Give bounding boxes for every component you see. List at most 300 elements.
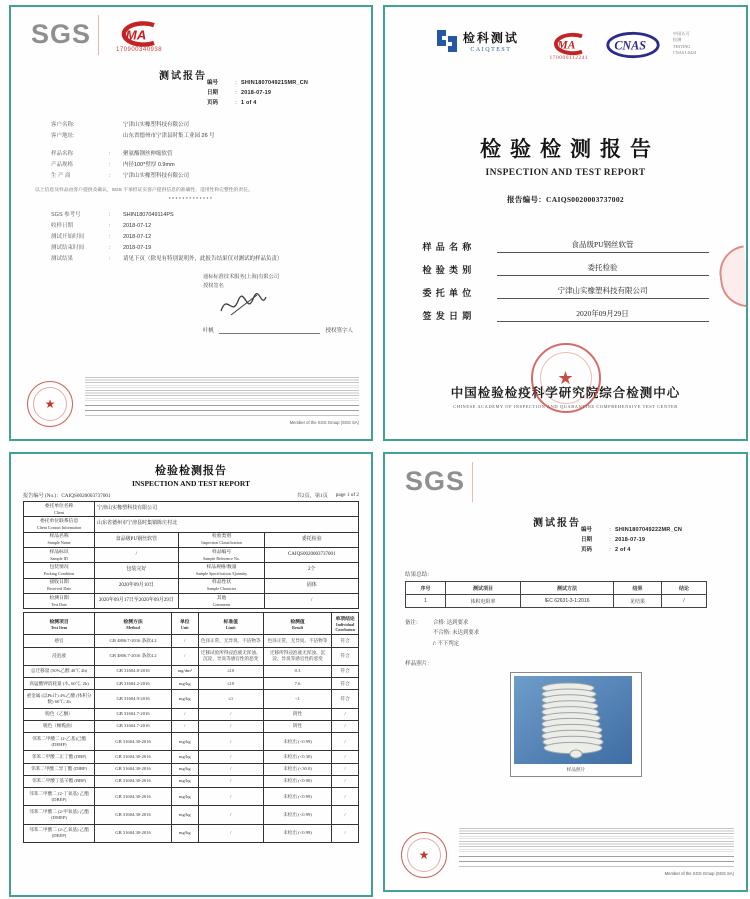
fine-print <box>459 828 734 876</box>
report-title-en: INSPECTION AND TEST REPORT <box>485 168 646 178</box>
issuing-organization <box>385 368 746 409</box>
meta-row <box>207 89 308 99</box>
info-label <box>178 533 265 547</box>
cell-method: GB 31604.30-2016 <box>94 806 171 823</box>
cell-result: 未检出 (<0.99) <box>263 806 331 823</box>
results-row <box>24 708 358 720</box>
results-header-cell: 检测项目 Test Item <box>49 619 69 630</box>
cell-conclusion: 符合 <box>331 690 358 707</box>
cell-limit: / <box>198 764 263 775</box>
results-row <box>24 824 358 842</box>
table-row <box>24 502 358 516</box>
table-row <box>24 562 358 577</box>
sgs-member-line: Member of the SGS Group (SGS SA) <box>289 420 359 425</box>
field-row <box>51 243 371 254</box>
info-value: / <box>94 548 178 562</box>
cover-field-label: 签 发 日 期 <box>422 311 473 321</box>
report-title: 测试报告 <box>533 518 581 529</box>
field-row <box>51 131 371 142</box>
label-zh: 检测日期 <box>49 595 69 601</box>
info-value: CAIQS0020003737001 <box>264 548 358 562</box>
page-count-en: page 1 of 2 <box>335 492 359 498</box>
sgs-test-report-page2 <box>383 452 748 892</box>
meta-value: 1 of 4 <box>241 99 257 106</box>
field-label: 产品规格 <box>51 162 74 168</box>
signature-rule <box>219 327 320 334</box>
fine-print-lines <box>85 377 359 403</box>
field-label: 客户地址: <box>51 133 75 139</box>
cell-limit: 迁移试验所得浸泡液无浑浊、沉淀、异臭等感官性的恶变 <box>198 648 263 665</box>
summary-row <box>406 595 706 607</box>
cell-method: GB 31604.7-2016 <box>94 709 171 720</box>
authorized-signature-label: 授权签名 <box>203 283 224 289</box>
meta-label: 编号 <box>207 80 219 86</box>
results-row <box>24 635 358 646</box>
cell-result: 未检出 (<0.99) <box>263 733 331 750</box>
label-en: Packing Condition <box>43 571 75 577</box>
cell-limit: / <box>198 733 263 750</box>
cell-test-item: 重金属 (以Pb计) 4%乙酸 (体积分数) 60℃, 2h <box>26 692 92 705</box>
cell-conclusion: / <box>331 825 358 842</box>
cell-result: 未检出 (<0.90) <box>263 776 331 787</box>
cell-conclusion: / <box>331 764 358 775</box>
cnas-side-line: CNAS L0424 <box>672 49 697 55</box>
cell-limit: ≤1 <box>198 690 263 707</box>
cma-certificate-number: 170000112241 <box>549 55 589 61</box>
field-value: SHIN1807049114PS <box>123 212 174 218</box>
info-label <box>24 502 94 516</box>
cell-conclusion: / <box>661 595 706 607</box>
cell-test-item: 总迁移量 (50%乙醇 40℃ 2h) <box>30 668 88 674</box>
star-icon: ★ <box>418 848 430 862</box>
cell-test-item: 邻苯二甲酸二 (2-乙氧基) 乙酯(DEEP) <box>29 827 89 839</box>
signing-company: 通标标准技术服务(上海)有限公司 <box>203 274 280 280</box>
star-icon: ★ <box>44 397 56 411</box>
test-results-table <box>23 612 359 843</box>
cell-result: 0.3 <box>263 666 331 677</box>
field-row <box>51 120 371 131</box>
label-en: Sample Specification /Quantity <box>195 571 248 577</box>
cell-unit: / <box>171 709 198 720</box>
cell-limit: / <box>198 751 263 762</box>
notes-block <box>405 618 746 649</box>
cell-conclusion: 符合 <box>331 635 358 646</box>
signer-line <box>203 326 353 334</box>
meta-separator: : <box>235 80 237 86</box>
report-meta-line <box>23 492 359 499</box>
cma-certificate-number: 170900340938 <box>116 47 163 53</box>
red-seal-stamp <box>531 343 601 413</box>
cell-conclusion: / <box>331 721 358 732</box>
cover-field-row <box>385 262 746 276</box>
summary-header-cell: 测试方法 <box>520 582 613 594</box>
cover-field-row <box>385 239 746 253</box>
cell-unit: mg/kg <box>171 678 198 689</box>
cell-unit: mg/kg <box>171 776 198 787</box>
table-row <box>24 516 358 531</box>
cell-test-item: 邻苯二甲酸二 (2-乙基)己酯(DEHP) <box>32 735 87 747</box>
field-value: 2018-07-12 <box>123 223 152 229</box>
meta-row <box>581 536 682 546</box>
cell-result: 见结果 <box>613 595 661 607</box>
field-row <box>51 254 371 265</box>
meta-row <box>581 546 682 556</box>
results-summary-table <box>405 581 707 608</box>
field-row <box>51 210 371 221</box>
cover-field-label: 样 品 名 称 <box>422 242 473 252</box>
sgs-logo: SGS <box>403 466 471 495</box>
cell-result: 迁移所得浸泡液无浑浊、沉淀、异臭等感官性的恶变 <box>263 648 331 665</box>
cell-unit: mg/kg <box>171 806 198 823</box>
field-row <box>51 160 371 171</box>
cover-field-value: 宁津山实橡塑科技有限公司 <box>497 285 709 299</box>
svg-text:MA: MA <box>557 39 576 52</box>
address-lines <box>459 856 734 867</box>
caiqtest-name-zh: 检科测试 <box>462 31 519 45</box>
svg-text:CNAS: CNAS <box>614 38 646 53</box>
cell-limit: / <box>198 709 263 720</box>
red-seal-stamp <box>401 832 447 878</box>
cover-field-label: 检 验 类 别 <box>422 265 473 275</box>
meta-label: 日期 <box>207 89 219 96</box>
report-number-label: 报告编号 (No.)： <box>23 493 62 499</box>
sample-photo-frame <box>510 672 642 777</box>
cell-conclusion: / <box>331 776 358 787</box>
cell-method: GB 31604.7-2016 <box>94 721 171 732</box>
cell-test-item: 脱色（橄榄油） <box>42 723 76 729</box>
cell-test-item: 脱色（乙醚） <box>45 711 73 717</box>
label-zh: 检验类别 <box>211 534 232 540</box>
label-en: Sample ID <box>50 555 68 561</box>
meta-label: 页码 <box>581 546 593 553</box>
table-row <box>24 532 358 547</box>
meta-separator: : <box>609 527 611 533</box>
fine-print <box>85 377 359 425</box>
organization-name-en: CHINESE ACADEMY OF INSPECTION AND QUARANTINE COMPREHENSIVE TEST CENTER <box>453 404 678 409</box>
report-header <box>385 512 746 560</box>
info-label <box>178 594 265 608</box>
meta-row <box>207 79 308 89</box>
signer-name: 叶帆 <box>203 328 215 334</box>
field-separator: : <box>109 162 111 168</box>
meta-value: 2018-07-19 <box>615 536 646 543</box>
cell-test-item: 邻苯二甲酸二 (2-甲氧基) 乙酯(DMEP) <box>29 808 89 821</box>
cell-result: 色泽正常，无异臭、不洁物等 <box>263 635 331 646</box>
svg-text:MA: MA <box>125 27 147 43</box>
cell-limit: / <box>198 806 263 823</box>
reference-fields <box>51 210 371 265</box>
results-row <box>24 665 358 677</box>
caiqtest-logo <box>435 29 519 53</box>
cell-limit: ≤10 <box>198 678 263 689</box>
cell-unit: mg/kg <box>171 690 198 707</box>
cell-method: GB 31604.30-2016 <box>94 825 171 842</box>
cell-unit: mg/kg <box>171 764 198 775</box>
field-label: 测试开始时间 <box>51 234 85 240</box>
meta-value: SHIN1807049215MR_CN <box>241 80 309 86</box>
field-value: 内径100*壁厚 0.9mm <box>123 162 175 168</box>
results-row <box>24 720 358 732</box>
field-value: 2018-07-12 <box>123 234 152 240</box>
field-separator: : <box>109 245 111 251</box>
info-value: 宁津山实橡塑科技有限公司 <box>94 502 358 516</box>
info-value: 包装完好 <box>94 563 178 577</box>
meta-separator: : <box>235 89 237 96</box>
caiqtest-icon <box>435 29 459 53</box>
cma-icon <box>111 19 167 49</box>
cell-test-item: 邻苯二甲酸丁基苄酯 (BBP) <box>31 778 87 784</box>
cell-unit: mg/kg <box>171 825 198 842</box>
logo-row <box>403 466 746 510</box>
cma-mark <box>545 31 593 61</box>
cell-conclusion: / <box>331 788 358 805</box>
cell-result: 未检出 (<0.30) <box>263 751 331 762</box>
sample-photo <box>514 676 632 764</box>
label-en: Comments <box>212 601 231 607</box>
field-label: 测试结束时间 <box>51 245 85 251</box>
cell-test-item: 感官 <box>54 637 64 643</box>
cell-test-item: 高锰酸钾消耗量 (水, 60℃, 2h) <box>29 680 89 686</box>
cell-limit: / <box>198 788 263 805</box>
field-separator: : <box>109 212 111 218</box>
cover-field-value: 委托检验 <box>497 262 709 276</box>
report-title: 测试报告 <box>159 71 207 82</box>
label-en: Sample Character <box>206 586 237 592</box>
table-row <box>24 593 358 608</box>
cell-result: 7.6 <box>263 678 331 689</box>
cell-unit: mg/dm² <box>171 666 198 677</box>
summary-header-cell: 结论 <box>661 582 706 594</box>
meta-row <box>207 99 308 109</box>
cnas-side-line: 检测 <box>672 37 682 43</box>
field-label: SGS 参考号 <box>51 212 81 218</box>
field-value: 宁津山实橡塑科技有限公司 <box>123 173 190 179</box>
sample-fields <box>51 149 371 182</box>
results-row <box>24 732 358 750</box>
organization-name-zh: 中国检验检疫科学研究院综合检测中心 <box>450 386 681 400</box>
field-separator: : <box>109 234 111 240</box>
sgs-test-report-page1 <box>9 5 373 441</box>
summary-label: 结果总结: <box>405 572 429 578</box>
report-title-en: INSPECTION AND TEST REPORT <box>131 479 251 488</box>
results-header-cell: 检测值 Result <box>263 613 331 634</box>
label-en: Sample Name <box>47 540 71 546</box>
separator-stars: ************* <box>168 197 214 203</box>
label-zh: 样品标识 <box>49 549 69 555</box>
info-label <box>178 548 265 562</box>
photo-caption: 样品照片 <box>566 766 586 772</box>
cover-field-label: 委 托 单 位 <box>422 288 473 298</box>
field-separator: : <box>109 151 111 157</box>
field-label: 客户名称: <box>51 122 75 128</box>
report-meta <box>207 79 308 109</box>
info-label <box>24 548 94 562</box>
cell-test-item: 体积电阻率 <box>445 595 520 607</box>
info-value: 2个 <box>264 563 358 577</box>
field-label: 样品名称 <box>51 151 74 157</box>
summary-header-row <box>406 582 706 595</box>
cell-method: GB 4806.7-2016 条款4.2 <box>94 648 171 665</box>
info-label <box>24 517 94 531</box>
info-label <box>24 579 94 593</box>
summary-header-cell: 序号 <box>420 585 431 592</box>
client-fields <box>51 120 371 142</box>
label-zh: 委托单位名称 <box>44 503 74 509</box>
note-line: /: 不下判定 <box>433 640 460 647</box>
cnas-side-line: TESTING <box>672 43 691 49</box>
cell-index: 1 <box>424 597 427 604</box>
cell-unit: / <box>171 721 198 732</box>
label-en: Received Date <box>47 586 72 592</box>
caiq-report-data-page <box>9 452 373 897</box>
label-en: Inspection Classification <box>201 540 242 546</box>
field-separator <box>109 131 123 142</box>
results-header-cell: 检测方法 Method <box>94 613 171 634</box>
results-body <box>24 635 358 842</box>
field-value: 请见下页（除见有特别说明外，此报告结果仅对测试的样品负责） <box>123 256 283 262</box>
cnas-icon <box>605 31 661 59</box>
label-zh: 样品名称 <box>49 534 69 540</box>
cma-mark <box>111 19 167 53</box>
field-row <box>51 221 371 232</box>
signature-block <box>203 273 353 334</box>
cover-field-value: 食品级PU钢丝软管 <box>497 239 709 253</box>
cell-method: GB 31604.30-2016 <box>94 764 171 775</box>
cell-conclusion: 符合 <box>331 666 358 677</box>
cell-limit: / <box>198 825 263 842</box>
info-value: 2020年09月10日 <box>94 579 178 593</box>
summary-header-cell: 测试项目 <box>445 582 520 594</box>
cell-method: GB 4806.7-2016 条款4.2 <box>94 635 171 646</box>
info-label <box>178 579 265 593</box>
label-zh: 其他 <box>216 595 227 601</box>
field-value: 2018-07-19 <box>123 245 152 251</box>
info-value: 食品级PU钢丝软管 <box>94 533 178 547</box>
field-separator: : <box>109 256 111 262</box>
cell-method: GB 31604.30-2016 <box>94 776 171 787</box>
report-title: 检验检测报告 <box>480 137 660 161</box>
fine-print-lines <box>459 828 734 854</box>
results-row <box>24 787 358 805</box>
cell-result: 阴性 <box>263 721 331 732</box>
meta-separator: : <box>609 536 611 543</box>
cma-icon <box>545 31 593 57</box>
cell-method: GB 31604.8-2016 <box>94 666 171 677</box>
cell-conclusion: / <box>331 733 358 750</box>
cover-field-row <box>385 308 746 322</box>
meta-separator: : <box>235 99 237 106</box>
address-lines <box>85 405 359 416</box>
note-line: 合格: 达到要求 <box>433 620 469 626</box>
label-zh: 包装情况 <box>49 564 69 570</box>
summary-body <box>406 595 706 607</box>
summary-header-cell: 结果 <box>613 582 661 594</box>
info-value: 2020年09月17日至2020年09月29日 <box>94 594 178 608</box>
handwritten-signature <box>217 291 269 319</box>
info-label <box>24 594 94 608</box>
meta-row <box>581 526 682 536</box>
field-separator <box>109 120 123 131</box>
cell-unit: mg/kg <box>171 733 198 750</box>
cell-method: GB 31604.30-2016 <box>94 751 171 762</box>
results-row <box>24 647 358 665</box>
cell-method: GB 31604.9-2016 <box>94 690 171 707</box>
cell-unit: / <box>171 648 198 665</box>
star-icon: ★ <box>557 368 574 388</box>
caiqtest-name-en: CAIQTEST <box>470 47 512 53</box>
field-value: 聚氨酯钢丝伸缩软管 <box>123 151 173 157</box>
cnas-accreditation-text <box>673 31 696 56</box>
cell-test-item: 邻苯二甲酸二正丁酯 (DBP) <box>31 753 87 759</box>
field-row <box>51 232 371 243</box>
cell-conclusion: / <box>331 806 358 823</box>
sgs-logo: SGS <box>29 19 97 48</box>
results-row <box>24 689 358 707</box>
notes-list <box>433 618 479 649</box>
meta-label: 日期 <box>581 536 593 543</box>
meta-label: 页码 <box>207 99 219 106</box>
cell-method: GB 31604.30-2016 <box>94 733 171 750</box>
results-row <box>24 677 358 689</box>
cell-result: 未检出 (<0.99) <box>263 825 331 842</box>
report-number-value: CAIQS0020003737002 <box>546 195 624 204</box>
info-label <box>24 563 94 577</box>
label-zh: 样品规格/数量 <box>206 564 237 570</box>
note-line: 不合格: 未达到要求 <box>433 630 480 637</box>
cover-field-row <box>385 285 746 299</box>
cover-field-value: 2020年09月29日 <box>497 308 709 322</box>
cell-method: GB 31604.2-2016 <box>94 678 171 689</box>
footer <box>27 377 359 433</box>
sample-photo-label: 样品照片: <box>405 660 429 667</box>
field-label: 测试结果 <box>51 256 74 262</box>
info-label <box>24 533 94 547</box>
results-header-cell: 单位 Unit <box>171 613 198 634</box>
info-value: 固体 <box>264 579 358 593</box>
meta-label: 编号 <box>581 527 593 533</box>
cell-unit: mg/kg <box>171 788 198 805</box>
results-row <box>24 763 358 775</box>
cell-test-item: 邻苯二甲酸二 (2-丁氧基) 乙酯(DBEP) <box>29 790 89 802</box>
cell-result: 未检出 (<30.0) <box>263 764 331 775</box>
report-header <box>11 65 371 113</box>
cell-limit: / <box>198 721 263 732</box>
results-row <box>24 805 358 823</box>
cell-unit: / <box>171 635 198 646</box>
caiq-report-cover <box>383 5 748 441</box>
meta-value: 2018-07-19 <box>241 89 272 96</box>
cell-result: 阴性 <box>263 709 331 720</box>
cell-conclusion: 符合 <box>331 678 358 689</box>
cell-limit: 色泽正常，无异臭、不洁物等 <box>198 635 263 646</box>
cell-limit: / <box>198 776 263 787</box>
meta-value: SHIN1807049222MR_CN <box>615 527 683 533</box>
cnas-side-line: 中国认可 <box>672 31 690 36</box>
disclaimer-text: 以上信息及样品由客户提供及确认，SGS 不承担证实客户提供信息的准确性、适用性和完整性的责任。 <box>35 188 253 193</box>
results-header-cell: 标准值 Limit <box>198 613 263 634</box>
table-row <box>24 547 358 562</box>
logo-row <box>29 19 371 63</box>
report-title: 检验检测报告 <box>155 465 227 477</box>
coiled-hose <box>542 683 603 758</box>
report-number-line <box>23 492 111 499</box>
cell-conclusion: 符合 <box>331 648 358 665</box>
label-en: Sample Reference No. <box>203 555 241 561</box>
meta-separator: : <box>609 546 611 553</box>
field-label: 生 产 商 <box>51 173 71 179</box>
field-separator: : <box>109 173 111 179</box>
cell-conclusion: / <box>331 751 358 762</box>
